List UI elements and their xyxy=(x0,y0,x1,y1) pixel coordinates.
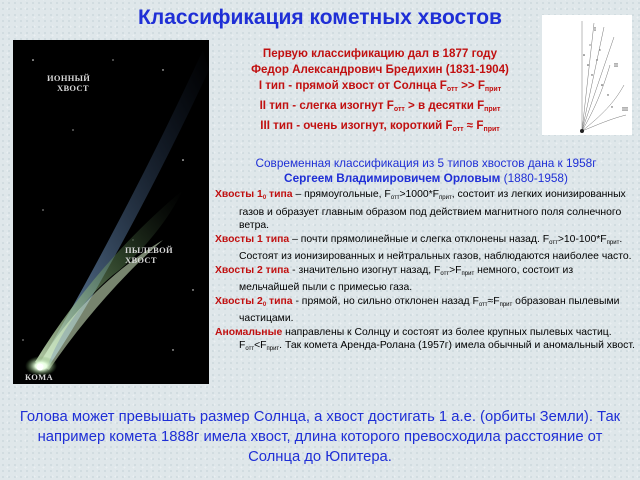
bredikhin-type2 xyxy=(215,98,545,118)
diagram-label-3: III xyxy=(622,107,628,113)
modern-intro-line: Современная классификация из 5 типов хвостов дана к 1958г xyxy=(255,156,597,170)
orlov-years: (1880-1958) xyxy=(500,171,568,185)
comet-image xyxy=(13,40,209,384)
dust-tail-label xyxy=(125,245,173,265)
ion-tail-label-line2: ХВОСТ xyxy=(57,83,89,93)
type-heading: Аномальные xyxy=(215,326,283,338)
type3-text: III тип - очень изогнут, короткий F xyxy=(260,119,453,132)
type-heading: Хвосты 2 типа xyxy=(215,264,290,276)
type2-relation: > в десятки F xyxy=(404,99,485,112)
type-item-1-0: Хвосты $1_0$ типа – прямоугольные, $F_{отт}>1000*F_{прит}$, состоит из легких ионизированных газов и образует главным образом под действием магнитного поля солнечного ветра. xyxy=(215,189,626,231)
orlov-types-list xyxy=(215,188,635,357)
dust-tail-label-line2: ХВОСТ xyxy=(125,255,157,265)
page-title: Классификация кометных хвостов xyxy=(138,6,502,29)
type3-relation: ≈ F xyxy=(463,119,484,132)
type3-sub-otto: отт xyxy=(452,126,464,133)
orlov-name: Сергеем Владимировичем Орловым xyxy=(284,171,501,185)
tail-types-diagram xyxy=(542,15,632,135)
type-heading: Хвосты 1 типа xyxy=(215,233,290,245)
type-desc: – прямоугольные, F xyxy=(292,189,391,200)
type1-sub-otto: отт xyxy=(446,86,458,93)
modern-classification-intro xyxy=(212,156,640,186)
ion-tail-label xyxy=(47,73,90,93)
type-item-anomalous: Аномальные направлены к Солнцу и состоят из более крупных пылевых частиц. $F_{отт}<F_{прит}$. Так комета Аренда-Ролана (1957г) имела обычный и аномальный хвост. xyxy=(215,326,635,352)
type-heading: Хвосты $2_0$ типа xyxy=(215,295,293,308)
bottom-note: Голова может превышать размер Солнца, а хвост достигать 1 а.е. (орбиты Земли). Так например комета 1888г имела хвост, длина которого превосходила расстояние от Солнца до Юпитера. xyxy=(19,409,621,465)
type-desc: - прямой, но сильно отклонен назад F xyxy=(292,295,479,307)
bredikhin-line2: Федор Александрович Бредихин (1831-1904) xyxy=(251,63,509,76)
type1-sub-prit: прит xyxy=(484,86,502,93)
type2-sub-otto: отт xyxy=(393,106,405,113)
coma-label: КОМА xyxy=(25,372,53,382)
type-desc: направлены к Солнцу и состоят из более крупных пылевых частиц. F xyxy=(239,326,612,351)
diagram-label-1: I xyxy=(594,27,596,33)
bredikhin-line1: Первую классификацию дал в 1877 году xyxy=(262,47,498,60)
type1-relation: >> F xyxy=(457,79,485,92)
bredikhin-classification xyxy=(215,46,545,138)
type3-sub-prit: прит xyxy=(483,126,500,133)
comet-photo xyxy=(13,40,209,384)
type-item-1: Хвосты 1 типа – почти прямолинейные и слегка отклонены назад. $F_{отт}>10-100*F_{прит}$. Состоят из ионизированных и нейтральных газов, наблюдаются наиболее часто. xyxy=(215,233,632,262)
type-desc: – почти прямолинейные и слегка отклонены назад. F xyxy=(289,233,550,245)
ion-tail-label-line1: ИОННЫЙ xyxy=(47,73,91,83)
bredikhin-type1 xyxy=(215,78,545,98)
bredikhin-type3 xyxy=(215,118,545,138)
type-desc: - значительно изогнут назад, F xyxy=(289,264,441,276)
diagram-label-2: II xyxy=(614,63,618,69)
type-item-2: Хвосты 2 типа - значительно изогнут назад, $F_{отт}>F_{прит}$ немного, состоит из мельчайшей пыли с примесью газа. xyxy=(215,264,574,293)
type1-text: I тип - прямой хвост от Солнца F xyxy=(258,79,447,92)
type2-sub-prit: прит xyxy=(484,106,501,113)
type-item-2-0: Хвосты $2_0$ типа - прямой, но сильно отклонен назад $F_{отт}\approx F_{прит}$ образован пылевыми частицами. xyxy=(215,295,620,324)
dust-tail-label-line1: ПЫЛЕВОЙ xyxy=(125,245,173,255)
modern-author-line xyxy=(212,171,640,186)
type-heading: Хвосты $1_0$ типа xyxy=(215,189,293,201)
type2-text: II тип - слегка изогнут F xyxy=(259,99,394,112)
